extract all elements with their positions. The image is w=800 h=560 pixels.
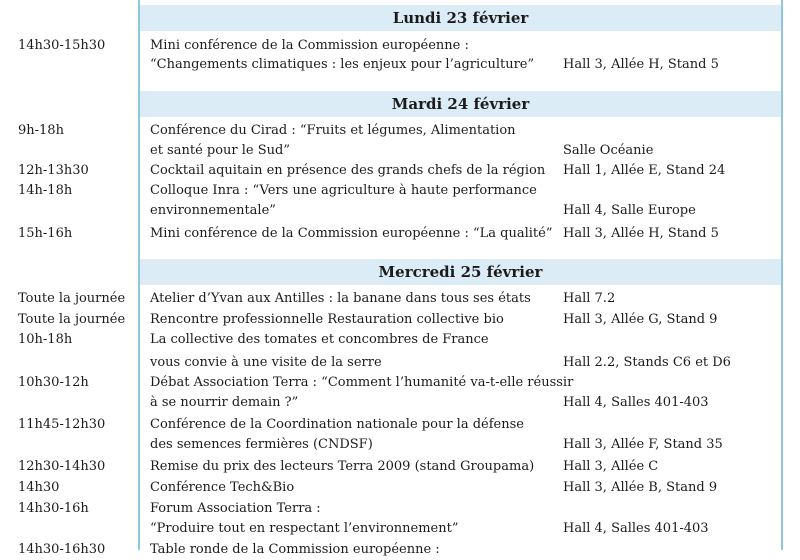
event-description: La collective des tomates et concombres de France [150,332,489,347]
event-time: 14h-18h [18,183,73,198]
event-place: Hall 3, Allée B, Stand 9 [563,480,718,495]
event-description: Conférence du Cirad : “Fruits et légumes, Alimentation [150,123,516,138]
event-place: Hall 1, Allée E, Stand 24 [563,163,726,178]
day-header [140,91,781,117]
day-title: Mardi 24 février [391,95,530,113]
event-time: 12h-13h30 [18,163,89,178]
event-place: Hall 7.2 [563,291,616,306]
event-time: 12h30-14h30 [18,459,106,474]
event-description: Conférence Tech&Bio [150,480,295,495]
event-description: Remise du prix des lecteurs Terra 2009 (stand Groupama) [150,459,535,474]
event-time: 14h30 [18,480,60,495]
day-header [140,259,781,285]
event-place: Hall 4, Salle Europe [563,203,696,218]
event-time: 10h-18h [18,332,73,347]
event-place: Hall 4, Salles 401-403 [563,521,709,536]
event-description: “Changements climatiques : les enjeux pour l’agriculture” [150,57,535,72]
event-time: 15h-16h [18,226,73,241]
event-description: des semences fermières (CNDSF) [150,437,373,452]
event-description: Atelier d’Yvan aux Antilles : la banane dans tous ses états [150,291,531,306]
event-description: Forum Association Terra : [150,501,321,516]
event-time: 11h45-12h30 [18,417,106,432]
event-description: à se nourrir demain ?” [150,395,299,410]
right-frame-rule [781,0,783,550]
event-description: Conférence de la Coordination nationale pour la défense [150,417,524,432]
event-description: “Produire tout en respectant l’environnement” [150,521,459,536]
event-time: 14h30-16h30 [18,542,106,557]
event-place: Hall 3, Allée C [563,459,659,474]
event-place: Hall 3, Allée G, Stand 9 [563,312,718,327]
event-description: Mini conférence de la Commission européenne : [150,38,469,53]
event-description: vous convie à une visite de la serre [150,355,382,370]
day-header [140,5,781,31]
event-place: Hall 3, Allée H, Stand 5 [563,226,719,241]
event-description: Cocktail aquitain en présence des grands chefs de la région [150,163,546,178]
event-place: Salle Océanie [563,143,654,158]
event-description: Mini conférence de la Commission européenne : “La qualité” [150,226,553,241]
event-description: Table ronde de la Commission européenne : [150,542,440,557]
event-place: Hall 3, Allée F, Stand 35 [563,437,723,452]
event-time: 10h30-12h [18,375,89,390]
event-description: et santé pour le Sud” [150,143,290,158]
event-place: Hall 3, Allée H, Stand 5 [563,57,719,72]
event-place: Hall 4, Salles 401-403 [563,395,709,410]
day-title: Mercredi 25 février [378,263,543,281]
day-title: Lundi 23 février [392,9,529,27]
event-time: 9h-18h [18,123,64,138]
event-place: Hall 2.2, Stands C6 et D6 [563,355,731,370]
event-description: Rencontre professionnelle Restauration collective bio [150,312,504,327]
event-time: Toute la journée [18,291,126,306]
event-description: Colloque Inra : “Vers une agriculture à haute performance [150,183,537,198]
event-time: 14h30-16h [18,501,89,516]
event-description: Débat Association Terra : “Comment l’humanité va-t-elle réussir [150,375,574,390]
event-time: Toute la journée [18,312,126,327]
event-description: environnementale” [150,203,276,218]
event-time: 14h30-15h30 [18,38,106,53]
